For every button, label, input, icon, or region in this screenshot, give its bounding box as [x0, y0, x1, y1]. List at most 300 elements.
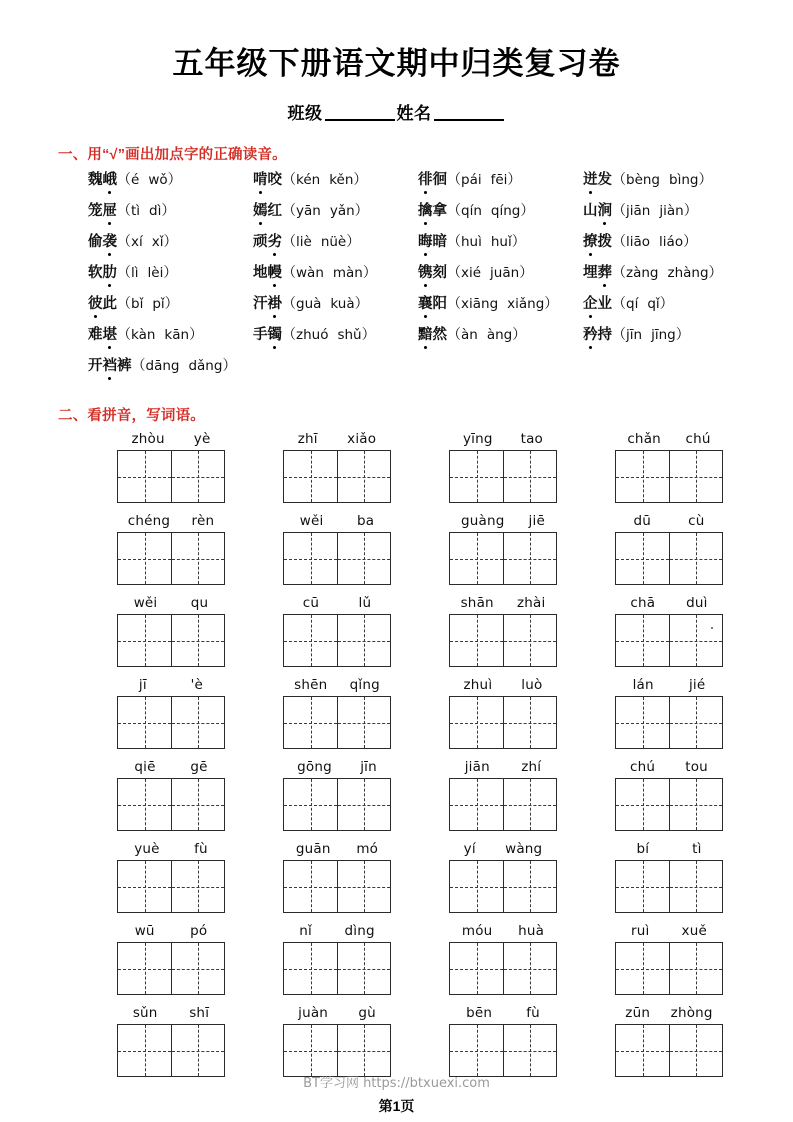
- pinyin-option[interactable]: bèng: [626, 172, 661, 188]
- tianzige-cell[interactable]: [118, 697, 171, 748]
- pinyin-option[interactable]: zàng: [626, 265, 659, 281]
- tianzige-cell[interactable]: [669, 451, 722, 502]
- pinyin-choice-item[interactable]: [88, 265, 253, 292]
- student-id-line: [0, 99, 793, 124]
- tianzige-box[interactable]: [283, 1024, 391, 1077]
- dotted-character: 涧: [597, 203, 612, 219]
- dotted-character: 擒: [418, 203, 433, 219]
- pinyin-option[interactable]: zhàng: [667, 265, 709, 281]
- pinyin-syllable: luò: [521, 677, 543, 693]
- tianzige-cell[interactable]: [503, 943, 556, 994]
- tianzige-cell[interactable]: [118, 533, 171, 584]
- tianzige-box[interactable]: [615, 860, 723, 913]
- tianzige-cell[interactable]: [171, 697, 224, 748]
- close-paren: ）: [163, 233, 178, 249]
- tianzige-cell[interactable]: [503, 779, 556, 830]
- pinyin-option[interactable]: xiǎng: [507, 296, 545, 312]
- pinyin-choice-item[interactable]: [88, 327, 253, 354]
- close-paren: ）: [361, 326, 376, 342]
- close-paren: ）: [708, 264, 723, 280]
- pinyin-syllable: bēn: [466, 1005, 493, 1021]
- tianzige-cell[interactable]: [284, 943, 337, 994]
- tianzige-cell[interactable]: [669, 697, 722, 748]
- tianzige-box[interactable]: [283, 450, 391, 503]
- pinyin-choice-item[interactable]: [418, 172, 583, 199]
- pinyin-option[interactable]: wàn: [296, 265, 324, 281]
- tianzige-cell[interactable]: [284, 779, 337, 830]
- pinyin-choice-item[interactable]: [88, 172, 253, 199]
- pinyin-choice-item[interactable]: [583, 327, 748, 354]
- open-paren: （: [612, 202, 626, 218]
- pinyin-prompt: [283, 431, 391, 447]
- tianzige-box[interactable]: [449, 860, 557, 913]
- tianzige-cell[interactable]: [337, 861, 390, 912]
- choice-word: [88, 173, 117, 188]
- write-word-item: [254, 923, 420, 995]
- dotted-character: 峨: [102, 172, 117, 188]
- open-paren: （: [612, 171, 626, 187]
- write-word-item: [420, 841, 586, 913]
- pinyin-syllable: zhòng: [670, 1005, 713, 1021]
- open-paren: （: [612, 295, 626, 311]
- choice-word: [418, 173, 447, 188]
- pinyin-option[interactable]: màn: [332, 265, 363, 281]
- pinyin-syllable: qǐng: [349, 677, 380, 693]
- pinyin-syllable: gù: [358, 1005, 376, 1021]
- pinyin-option[interactable]: qǐ: [647, 296, 660, 312]
- pinyin-syllable: dū: [633, 513, 652, 529]
- tianzige-box[interactable]: [117, 942, 225, 995]
- tianzige-box[interactable]: [449, 942, 557, 995]
- section-2-heading: 二、看拼音，写词语。: [58, 408, 205, 424]
- pinyin-option[interactable]: jīn: [626, 327, 643, 343]
- tianzige-cell[interactable]: [669, 943, 722, 994]
- tianzige-box[interactable]: [449, 532, 557, 585]
- pinyin-option[interactable]: xiāng: [461, 296, 499, 312]
- pinyin-option[interactable]: fēi: [490, 172, 508, 188]
- close-paren: ）: [222, 357, 237, 373]
- pinyin-choice-item[interactable]: [253, 296, 418, 323]
- tianzige-cell[interactable]: [171, 861, 224, 912]
- dotted-character: 徘: [418, 172, 433, 188]
- tianzige-cell[interactable]: [450, 1025, 503, 1076]
- pinyin-choice-item[interactable]: [253, 203, 418, 230]
- pinyin-option[interactable]: bìng: [669, 172, 699, 188]
- pinyin-option[interactable]: pǐ: [152, 296, 165, 312]
- pinyin-syllable: tao: [520, 431, 544, 447]
- tianzige-cell[interactable]: [450, 697, 503, 748]
- pinyin-option[interactable]: liè: [296, 234, 312, 250]
- pinyin-choice-item[interactable]: [88, 234, 253, 261]
- dotted-character: 镌: [418, 265, 433, 281]
- pinyin-choice-row: [88, 327, 748, 354]
- tianzige-cell[interactable]: [284, 533, 337, 584]
- pinyin-option[interactable]: pái: [461, 172, 482, 188]
- tianzige-box[interactable]: [449, 614, 557, 667]
- character: 山: [583, 203, 598, 219]
- close-paren: ）: [683, 233, 698, 249]
- close-paren: ）: [353, 171, 368, 187]
- write-word-item: [88, 595, 254, 667]
- pinyin-prompt: [117, 1005, 225, 1021]
- choice-word: [583, 173, 612, 188]
- character: 拨: [597, 234, 612, 250]
- pinyin-prompt: [615, 841, 723, 857]
- pinyin-option[interactable]: huǐ: [490, 234, 512, 250]
- open-paren: （: [282, 264, 296, 280]
- open-paren: （: [117, 202, 131, 218]
- pinyin-option[interactable]: wǒ: [148, 172, 168, 188]
- pinyin-syllable: jīn: [360, 759, 377, 775]
- pinyin-option[interactable]: dì: [149, 203, 162, 219]
- choice-word: [418, 297, 447, 312]
- tianzige-box[interactable]: [117, 778, 225, 831]
- pinyin-syllable: lán: [632, 677, 654, 693]
- tianzige-cell[interactable]: [450, 861, 503, 912]
- pinyin-prompt: [283, 513, 391, 529]
- tianzige-box[interactable]: [615, 532, 723, 585]
- choice-word: [88, 359, 132, 374]
- pinyin-option[interactable]: huì: [461, 234, 482, 250]
- pinyin-option[interactable]: xié: [461, 265, 482, 281]
- pinyin-choice-row: [88, 234, 748, 261]
- tianzige-cell[interactable]: [284, 1025, 337, 1076]
- pinyin-prompt: [449, 759, 557, 775]
- tianzige-cell[interactable]: [337, 1025, 390, 1076]
- tianzige-box[interactable]: [449, 696, 557, 749]
- tianzige-cell[interactable]: [503, 1025, 556, 1076]
- pinyin-choice-row: [88, 203, 748, 230]
- tianzige-cell[interactable]: [616, 1025, 669, 1076]
- open-paren: （: [447, 264, 461, 280]
- pinyin-choice-item[interactable]: [583, 172, 748, 199]
- pinyin-option[interactable]: lèi: [147, 265, 164, 281]
- pinyin-choice-row: [88, 172, 748, 199]
- close-paren: ）: [163, 264, 178, 280]
- choice-word: [583, 235, 612, 250]
- pinyin-choice-item[interactable]: [418, 203, 583, 230]
- tianzige-box[interactable]: [283, 778, 391, 831]
- dotted-character: 裆: [102, 358, 117, 374]
- pinyin-option[interactable]: kén: [296, 172, 321, 188]
- pinyin-choice-item[interactable]: [418, 327, 583, 354]
- pinyin-choice-item[interactable]: [253, 327, 418, 354]
- tianzige-cell[interactable]: [118, 615, 171, 666]
- pinyin-option[interactable]: é: [131, 172, 140, 188]
- tianzige-cell[interactable]: [669, 1025, 722, 1076]
- write-word-item: [586, 923, 752, 995]
- tianzige-cell[interactable]: [118, 451, 171, 502]
- tianzige-box[interactable]: [615, 942, 723, 995]
- close-paren: ）: [659, 295, 674, 311]
- pinyin-option[interactable]: tì: [131, 203, 141, 219]
- dotted-character: 肋: [102, 265, 117, 281]
- pinyin-option[interactable]: shǔ: [337, 327, 362, 343]
- pinyin-option[interactable]: àn: [461, 327, 478, 343]
- pinyin-syllable: fù: [194, 841, 208, 857]
- pinyin-syllable: shī: [189, 1005, 210, 1021]
- tianzige-cell[interactable]: [337, 697, 390, 748]
- character: 红: [267, 203, 282, 219]
- character: 然: [432, 327, 447, 343]
- pinyin-syllable: nǐ: [299, 923, 312, 939]
- pinyin-option[interactable]: dǎng: [188, 358, 223, 374]
- open-paren: （: [117, 264, 131, 280]
- pinyin-prompt: [117, 923, 225, 939]
- write-word-item: [420, 677, 586, 749]
- tianzige-cell[interactable]: [284, 861, 337, 912]
- pinyin-choice-item[interactable]: [583, 265, 748, 292]
- tianzige-cell[interactable]: [616, 615, 669, 666]
- character: 暗: [432, 234, 447, 250]
- open-paren: （: [282, 295, 296, 311]
- tianzige-box[interactable]: [615, 696, 723, 749]
- dotted-character: 幔: [267, 265, 282, 281]
- choice-word: [88, 328, 117, 343]
- pinyin-choice-item[interactable]: [88, 358, 253, 385]
- tianzige-cell[interactable]: [669, 533, 722, 584]
- tianzige-box[interactable]: [615, 450, 723, 503]
- pinyin-option[interactable]: lì: [131, 265, 139, 281]
- tianzige-cell[interactable]: [118, 943, 171, 994]
- pinyin-syllable: rèn: [191, 513, 215, 529]
- pinyin-syllable: cù: [688, 513, 705, 529]
- tianzige-box[interactable]: [449, 1024, 557, 1077]
- tianzige-cell[interactable]: [171, 1025, 224, 1076]
- dotted-character: 镯: [267, 327, 282, 343]
- tianzige-box[interactable]: [283, 532, 391, 585]
- pinyin-option[interactable]: kěn: [329, 172, 354, 188]
- tianzige-cell[interactable]: [118, 779, 171, 830]
- tianzige-box[interactable]: [283, 696, 391, 749]
- pinyin-choice-item[interactable]: [418, 265, 583, 292]
- tianzige-cell[interactable]: [616, 779, 669, 830]
- open-paren: （: [612, 264, 626, 280]
- choice-word: [88, 204, 117, 219]
- footer-page-number: 第1页: [378, 1098, 415, 1114]
- tianzige-cell[interactable]: [450, 451, 503, 502]
- pinyin-choice-item[interactable]: [88, 296, 253, 323]
- close-paren: ）: [161, 202, 176, 218]
- open-paren: （: [612, 233, 626, 249]
- pinyin-syllable: yè: [193, 431, 211, 447]
- tianzige-cell[interactable]: [503, 451, 556, 502]
- choice-word: [253, 328, 282, 343]
- tianzige-cell[interactable]: [284, 615, 337, 666]
- write-word-row: [88, 677, 753, 749]
- tianzige-box[interactable]: [117, 532, 225, 585]
- pinyin-option[interactable]: qí: [626, 296, 639, 312]
- pinyin-option[interactable]: xí: [131, 234, 143, 250]
- pinyin-syllable: cū: [302, 595, 320, 611]
- pinyin-option[interactable]: qín: [461, 203, 482, 219]
- pinyin-syllable: wěi: [133, 595, 158, 611]
- write-word-item: [88, 677, 254, 749]
- pinyin-prompt: [449, 923, 557, 939]
- character: 此: [102, 296, 117, 312]
- close-paren: ）: [683, 202, 698, 218]
- tianzige-cell[interactable]: [171, 615, 224, 666]
- pinyin-prompt: [283, 595, 391, 611]
- pinyin-syllable: ruì: [631, 923, 650, 939]
- tianzige-cell[interactable]: [337, 533, 390, 584]
- tianzige-cell[interactable]: [118, 861, 171, 912]
- pinyin-option[interactable]: yǎn: [329, 203, 355, 219]
- tianzige-cell[interactable]: [450, 779, 503, 830]
- character: 咬: [267, 172, 282, 188]
- pinyin-choice-item[interactable]: [418, 234, 583, 261]
- tianzige-box[interactable]: [449, 450, 557, 503]
- pinyin-syllable: zhī: [297, 431, 318, 447]
- pinyin-option[interactable]: qíng: [490, 203, 521, 219]
- tianzige-box[interactable]: [615, 614, 723, 667]
- open-paren: （: [117, 171, 131, 187]
- pinyin-syllable: xiǎo: [347, 431, 377, 447]
- tianzige-cell[interactable]: [616, 451, 669, 502]
- close-paren: ）: [346, 233, 361, 249]
- close-paren: ）: [354, 202, 369, 218]
- open-paren: （: [117, 295, 131, 311]
- tianzige-cell[interactable]: [503, 533, 556, 584]
- tianzige-box[interactable]: [283, 614, 391, 667]
- pinyin-choice-item[interactable]: [583, 296, 748, 323]
- pinyin-syllable: pó: [190, 923, 208, 939]
- pinyin-option[interactable]: kān: [164, 327, 190, 343]
- tianzige-cell[interactable]: [616, 697, 669, 748]
- pinyin-choice-item[interactable]: [418, 296, 583, 323]
- tianzige-cell[interactable]: [171, 533, 224, 584]
- pinyin-option[interactable]: liāo: [626, 234, 651, 250]
- tianzige-cell[interactable]: [616, 533, 669, 584]
- pinyin-option[interactable]: guà: [296, 296, 322, 312]
- tianzige-cell[interactable]: [337, 943, 390, 994]
- write-word-row: [88, 759, 753, 831]
- tianzige-cell[interactable]: [337, 451, 390, 502]
- tianzige-box[interactable]: [117, 614, 225, 667]
- tianzige-box[interactable]: [117, 1024, 225, 1077]
- tianzige-cell[interactable]: [171, 451, 224, 502]
- pinyin-option[interactable]: jiàn: [659, 203, 684, 219]
- tianzige-cell[interactable]: [284, 697, 337, 748]
- dotted-character: 嫣: [253, 203, 268, 219]
- pinyin-syllable: shān: [460, 595, 494, 611]
- tianzige-box[interactable]: [615, 778, 723, 831]
- tianzige-cell[interactable]: [669, 861, 722, 912]
- open-paren: （: [282, 202, 296, 218]
- dotted-character: 堪: [102, 327, 117, 343]
- pinyin-choice-item[interactable]: [88, 203, 253, 230]
- pinyin-choice-item[interactable]: [253, 234, 418, 261]
- pinyin-option[interactable]: juān: [490, 265, 520, 281]
- dotted-character: 襄: [418, 296, 433, 312]
- tianzige-cell[interactable]: [171, 779, 224, 830]
- close-paren: ）: [362, 264, 377, 280]
- section-1-heading: 一、用“√”画出加点字的正确读音。: [58, 147, 287, 163]
- close-paren: ）: [512, 326, 527, 342]
- pinyin-option[interactable]: àng: [486, 327, 513, 343]
- tianzige-box[interactable]: [615, 1024, 723, 1077]
- tianzige-cell[interactable]: [503, 615, 556, 666]
- pinyin-prompt: [449, 595, 557, 611]
- choice-word: [583, 266, 612, 281]
- pinyin-choice-item[interactable]: [253, 358, 418, 385]
- write-word-item: [586, 513, 752, 585]
- pinyin-choice-item[interactable]: [583, 358, 748, 385]
- choice-word: [253, 204, 282, 219]
- choice-word: [418, 204, 447, 219]
- tianzige-cell[interactable]: [450, 615, 503, 666]
- tianzige-cell[interactable]: [450, 533, 503, 584]
- tianzige-box[interactable]: [117, 450, 225, 503]
- pinyin-prompt: [283, 759, 391, 775]
- pinyin-option[interactable]: kuà: [330, 296, 355, 312]
- tianzige-cell[interactable]: [616, 943, 669, 994]
- pinyin-syllable: chéng: [127, 513, 171, 529]
- tianzige-box[interactable]: [117, 696, 225, 749]
- pinyin-option[interactable]: zhuó: [296, 327, 329, 343]
- open-paren: （: [447, 295, 461, 311]
- dotted-character: 袭: [102, 234, 117, 250]
- pinyin-option[interactable]: liáo: [659, 234, 684, 250]
- tianzige-cell[interactable]: [337, 615, 390, 666]
- pinyin-option[interactable]: bǐ: [131, 296, 144, 312]
- pinyin-choice-item[interactable]: [253, 172, 418, 199]
- write-word-item: [254, 841, 420, 913]
- dotted-character: 劣: [267, 234, 282, 250]
- class-label: 班级: [287, 104, 323, 123]
- write-word-item: [586, 677, 752, 749]
- pinyin-choice-item[interactable]: [583, 234, 748, 261]
- tianzige-cell[interactable]: [669, 615, 722, 666]
- tianzige-cell[interactable]: [337, 779, 390, 830]
- tianzige-cell[interactable]: [503, 861, 556, 912]
- name-blank[interactable]: [434, 119, 504, 121]
- pinyin-prompt: [283, 1005, 391, 1021]
- write-word-item: [586, 431, 752, 503]
- tianzige-cell[interactable]: [450, 943, 503, 994]
- pinyin-option[interactable]: jiān: [626, 203, 651, 219]
- tianzige-box[interactable]: [283, 942, 391, 995]
- tianzige-cell[interactable]: [284, 451, 337, 502]
- tianzige-box[interactable]: [449, 778, 557, 831]
- write-word-item: [420, 431, 586, 503]
- pinyin-choice-item[interactable]: [583, 203, 748, 230]
- write-word-item: [88, 513, 254, 585]
- pinyin-option[interactable]: nüè: [320, 234, 347, 250]
- write-word-item: [254, 513, 420, 585]
- pinyin-prompt: [117, 595, 225, 611]
- pinyin-choice-item[interactable]: [253, 265, 418, 292]
- pinyin-option[interactable]: xǐ: [151, 234, 164, 250]
- class-blank[interactable]: [325, 119, 395, 121]
- character: 阳: [432, 296, 447, 312]
- pinyin-option[interactable]: yān: [296, 203, 321, 219]
- character: 汗: [253, 296, 268, 312]
- tianzige-cell[interactable]: [616, 861, 669, 912]
- pinyin-syllable: chā: [630, 595, 656, 611]
- pinyin-prompt: [615, 513, 723, 529]
- tianzige-box[interactable]: [117, 860, 225, 913]
- pinyin-option[interactable]: jīng: [651, 327, 676, 343]
- tianzige-box[interactable]: [283, 860, 391, 913]
- pinyin-choice-item[interactable]: [418, 358, 583, 385]
- pinyin-option[interactable]: dāng: [145, 358, 180, 374]
- tianzige-cell[interactable]: [503, 697, 556, 748]
- tianzige-cell[interactable]: [118, 1025, 171, 1076]
- tianzige-cell[interactable]: [669, 779, 722, 830]
- tianzige-cell[interactable]: [171, 943, 224, 994]
- pinyin-option[interactable]: kàn: [131, 327, 156, 343]
